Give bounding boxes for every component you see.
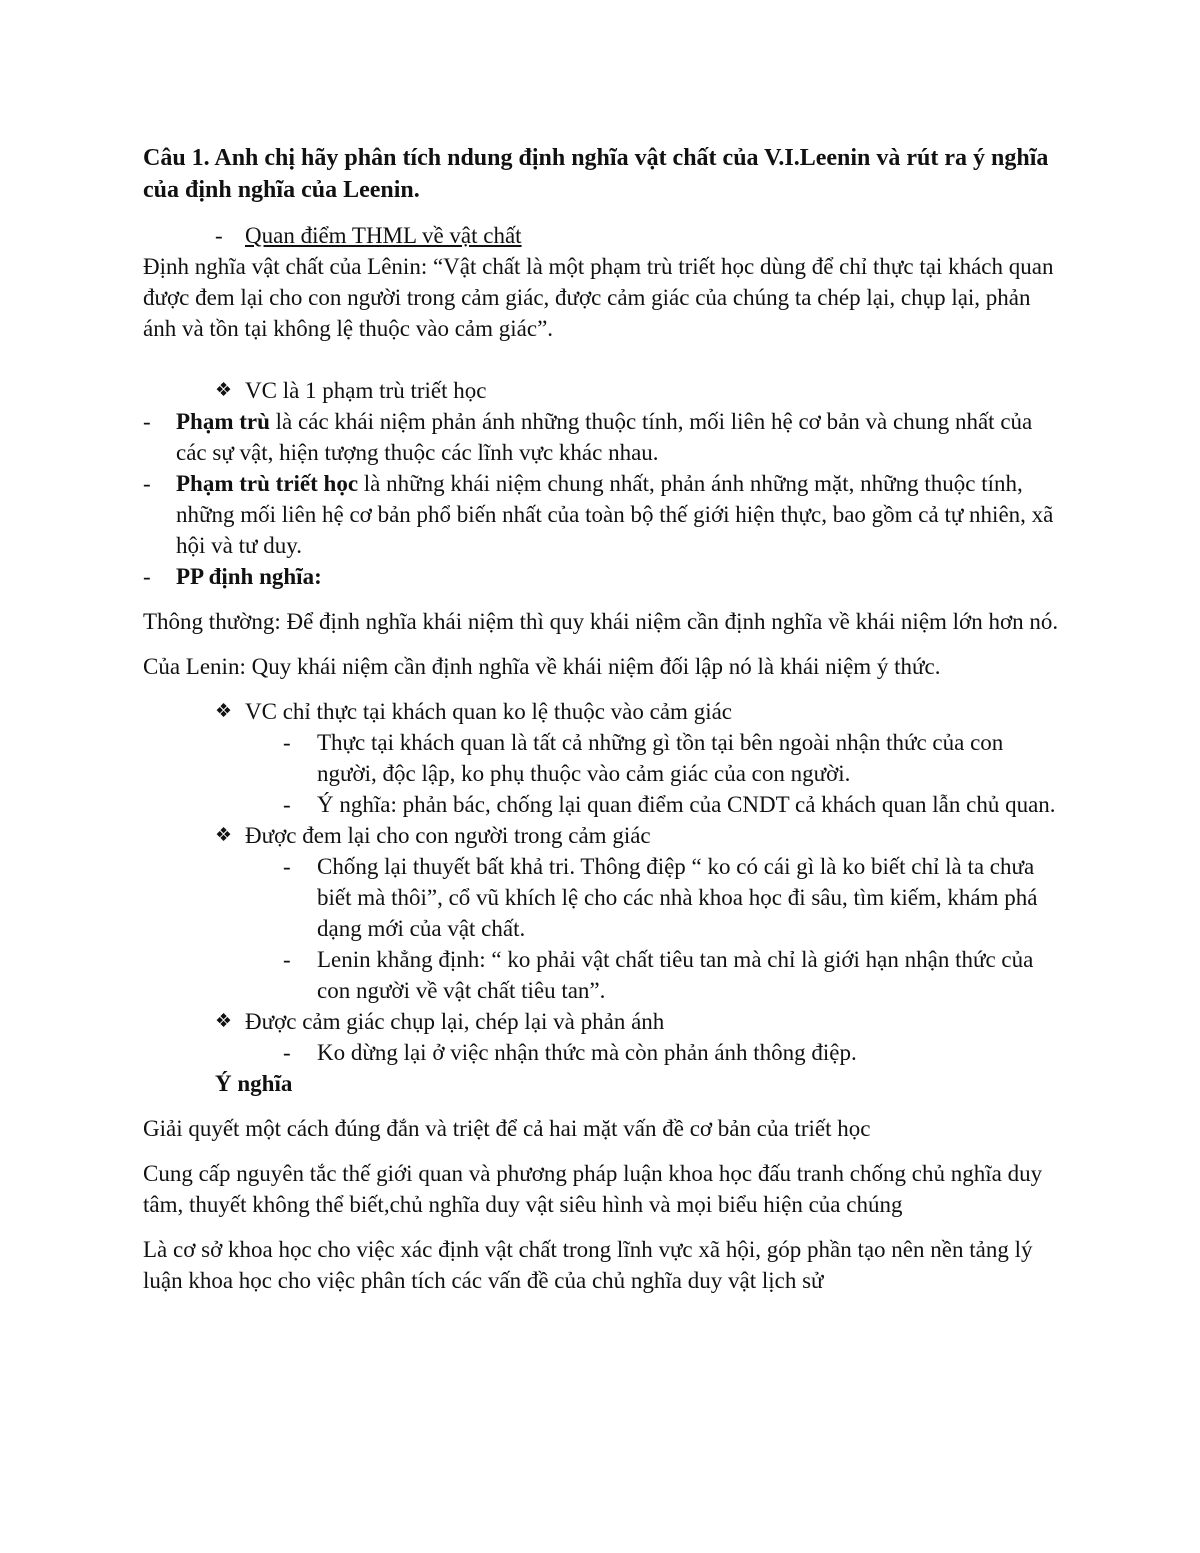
list-item-text: Ko dừng lại ở việc nhận thức mà còn phản ánh thông điệp.	[317, 1040, 857, 1065]
list-item-text: Lenin khẳng định: “ ko phải vật chất tiêu tan mà chỉ là giới hạn nhận thức của con người về vật chất tiêu tan”.	[317, 947, 1034, 1003]
term-bold: Phạm trù	[176, 409, 270, 434]
bullet-label: Được cảm giác chụp lại, chép lại và phản ánh	[245, 1009, 665, 1034]
dash-marker: -	[283, 854, 291, 879]
diamond-bullet-icon: ❖	[215, 1011, 233, 1032]
meaning-paragraph: Cung cấp nguyên tắc thế giới quan và phương pháp luận khoa học đấu tranh chống chủ nghĩa duy tâm, thuyết không thể biết,chủ nghĩa duy vật siêu hình và mọi biểu hiện của chúng	[143, 1161, 1043, 1217]
list-item-text: Chống lại thuyết bất khả tri. Thông điệp “ ko có cái gì là ko biết chỉ là ta chưa biết mà thôi”, cổ vũ khích lệ cho các nhà khoa học đi sâu, tìm kiếm, khám phá dạng mới của vật chất.	[317, 854, 1038, 941]
section-heading: Quan điểm THML về vật chất	[245, 223, 522, 248]
definition-paragraph: Định nghĩa vật chất của Lênin: “Vật chất là một phạm trù triết học dùng để chỉ thực tại khách quan được đem lại cho con người trong cảm giác, được cảm giác của chúng ta chép lại, chụp lại, phản ánh và tồn tại không lệ thuộc vào cảm giác”.	[143, 254, 1054, 341]
term-bold: Phạm trù triết học	[176, 471, 359, 496]
bullet-label: VC chỉ thực tại khách quan ko lệ thuộc vào cảm giác	[245, 699, 732, 724]
dash-marker: -	[283, 947, 291, 972]
list-item	[143, 468, 1063, 561]
dash-marker: -	[143, 409, 151, 434]
pp-normal-paragraph: Thông thường: Để định nghĩa khái niệm thì quy khái niệm cần định nghĩa về khái niệm lớn hơn nó.	[143, 609, 1059, 634]
list-item	[143, 727, 1063, 789]
list-item-text: Ý nghĩa: phản bác, chống lại quan điểm của CNDT cả khách quan lẫn chủ quan.	[317, 792, 1056, 817]
term-text: là các khái niệm phản ánh những thuộc tính, mối liên hệ cơ bản và chung nhất của các sự vật, hiện tượng thuộc các lĩnh vực khác nhau.	[176, 409, 1033, 465]
list-item	[143, 561, 1063, 592]
meaning-heading: Ý nghĩa	[215, 1071, 293, 1096]
section-heading-row	[143, 220, 1063, 251]
term-text: là những khái niệm chung nhất, phản ánh những mặt, những thuộc tính, những mối liên hệ cơ bản phổ biến nhất của toàn bộ thế giới hiện thực, bao gồm cả tự nhiên, xã hội và tư duy.	[176, 471, 1054, 558]
meaning-paragraph: Giải quyết một cách đúng đắn và triệt để cả hai mặt vấn đề cơ bản của triết học	[143, 1116, 871, 1141]
bullet-item	[143, 375, 1063, 406]
bullet-label: Được đem lại cho con người trong cảm giác	[245, 823, 651, 848]
meaning-paragraph: Là cơ sở khoa học cho việc xác định vật chất trong lĩnh vực xã hội, góp phần tạo nên nền tảng lý luận khoa học cho việc phân tích các vấn đề của chủ nghĩa duy vật lịch sử	[143, 1237, 1033, 1293]
dash-marker: -	[283, 792, 291, 817]
term-bold: PP định nghĩa:	[176, 564, 322, 589]
dash-marker: -	[283, 730, 291, 755]
dash-marker: -	[215, 223, 223, 248]
list-item	[143, 1037, 1063, 1068]
list-item	[143, 406, 1063, 468]
bullet-label: VC là 1 phạm trù triết học	[245, 378, 487, 403]
diamond-bullet-icon: ❖	[215, 825, 233, 846]
diamond-bullet-icon: ❖	[215, 701, 233, 722]
dash-marker: -	[143, 471, 151, 496]
dash-marker: -	[283, 1040, 291, 1065]
pp-lenin-paragraph: Của Lenin: Quy khái niệm cần định nghĩa về khái niệm đối lập nó là khái niệm ý thức.	[143, 654, 941, 679]
list-item	[143, 789, 1063, 820]
dash-marker: -	[143, 564, 151, 589]
bullet-item	[143, 820, 1063, 851]
question-title: Câu 1. Anh chị hãy phân tích ndung định nghĩa vật chất của V.I.Leenin và rút ra ý nghĩa của định nghĩa của Leenin.	[143, 145, 1049, 203]
diamond-bullet-icon: ❖	[215, 380, 233, 401]
list-item-text: Thực tại khách quan là tất cả những gì tồn tại bên ngoài nhận thức của con người, độc lập, ko phụ thuộc vào cảm giác của con người.	[317, 730, 1004, 786]
document-content	[143, 142, 1063, 1296]
list-item	[143, 944, 1063, 1006]
bullet-item	[143, 1006, 1063, 1037]
list-item	[143, 851, 1063, 944]
bullet-item	[143, 696, 1063, 727]
